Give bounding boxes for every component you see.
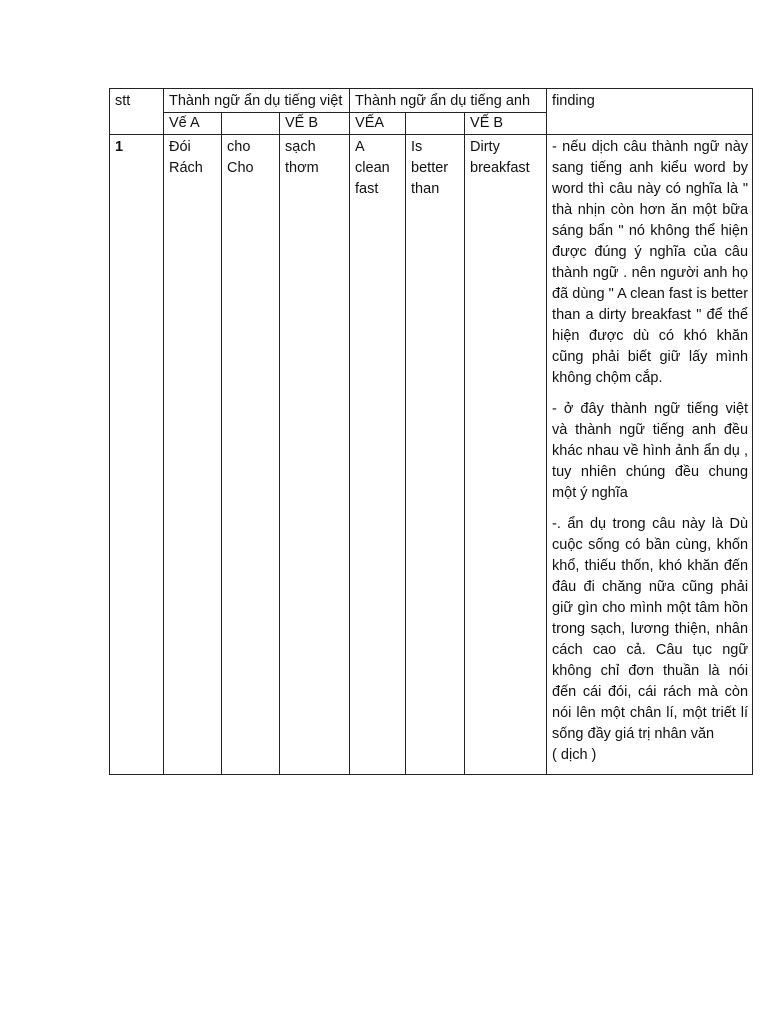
finding-paragraph: - ở đây thành ngữ tiếng việt và thành ngữ tiếng anh đều khác nhau về hình ảnh ẩn dụ , tuy nhiên chúng đều chung một ý nghĩa [552,401,749,501]
vn-part-b [280,135,350,775]
finding-paragraph: -. ẩn dụ trong câu này là Dù cuộc sống có bần cùng, khốn khổ, thiếu thốn, khó khăn đến đâu đi chăng nữa cũng phải giữ gìn cho mình một tâm hồn trong sạch, lương thiện, nhân cách cao cả. Câu tục ngữ không chỉ đơn thuần là nói đến cái đói, cái rách mà còn nói lên một chân lí, một triết lí sống đầy giá trị nhân văn [552,516,749,742]
finding-paragraph: - nếu dịch câu thành ngữ này sang tiếng anh kiểu word by word thì câu này có nghĩa là " thà nhịn còn hơn ăn một bữa sáng bẩn " nó không thể hiện được đúng ý nghĩa của câu thành ngữ . nên người anh họ đã dùng " A clean fast is better than a dirty breakfast " để thể hiện được dù có khó khăn cũng phải biết giữ lấy mình không chộm cắp. [552,139,749,386]
vn-word: Đói [169,139,191,155]
header-vn-ve-a: Vế A [164,113,222,135]
vn-word: sạch [285,139,316,155]
idiom-comparison-table [109,88,753,775]
en-part-a: A clean fast [350,135,406,775]
vn-word: Rách [169,160,203,176]
finding-cell [547,135,753,775]
header-en-ve-b: VẾ B [465,113,547,135]
vn-part-a [164,135,222,775]
header-stt: stt [110,89,164,135]
en-part-middle: Is better than [406,135,465,775]
en-part-b: Dirty breakfast [465,135,547,775]
vn-part-middle [222,135,280,775]
row-stt: 1 [110,135,164,775]
header-english-idiom: Thành ngữ ẩn dụ tiếng anh [350,89,547,113]
table-row [110,135,753,775]
vn-word: Cho [227,160,254,176]
header-en-ve-blank [406,113,465,135]
header-vietnamese-idiom: Thành ngữ ẩn dụ tiếng việt [164,89,350,113]
vn-word: cho [227,139,251,155]
header-en-ve-a: VẾA [350,113,406,135]
header-vn-ve-b: VẾ B [280,113,350,135]
header-finding: finding [547,89,753,135]
table-header-row [110,89,753,113]
finding-paragraph: ( dịch ) [552,747,597,763]
header-vn-ve-blank [222,113,280,135]
vn-word: thơm [285,160,319,176]
